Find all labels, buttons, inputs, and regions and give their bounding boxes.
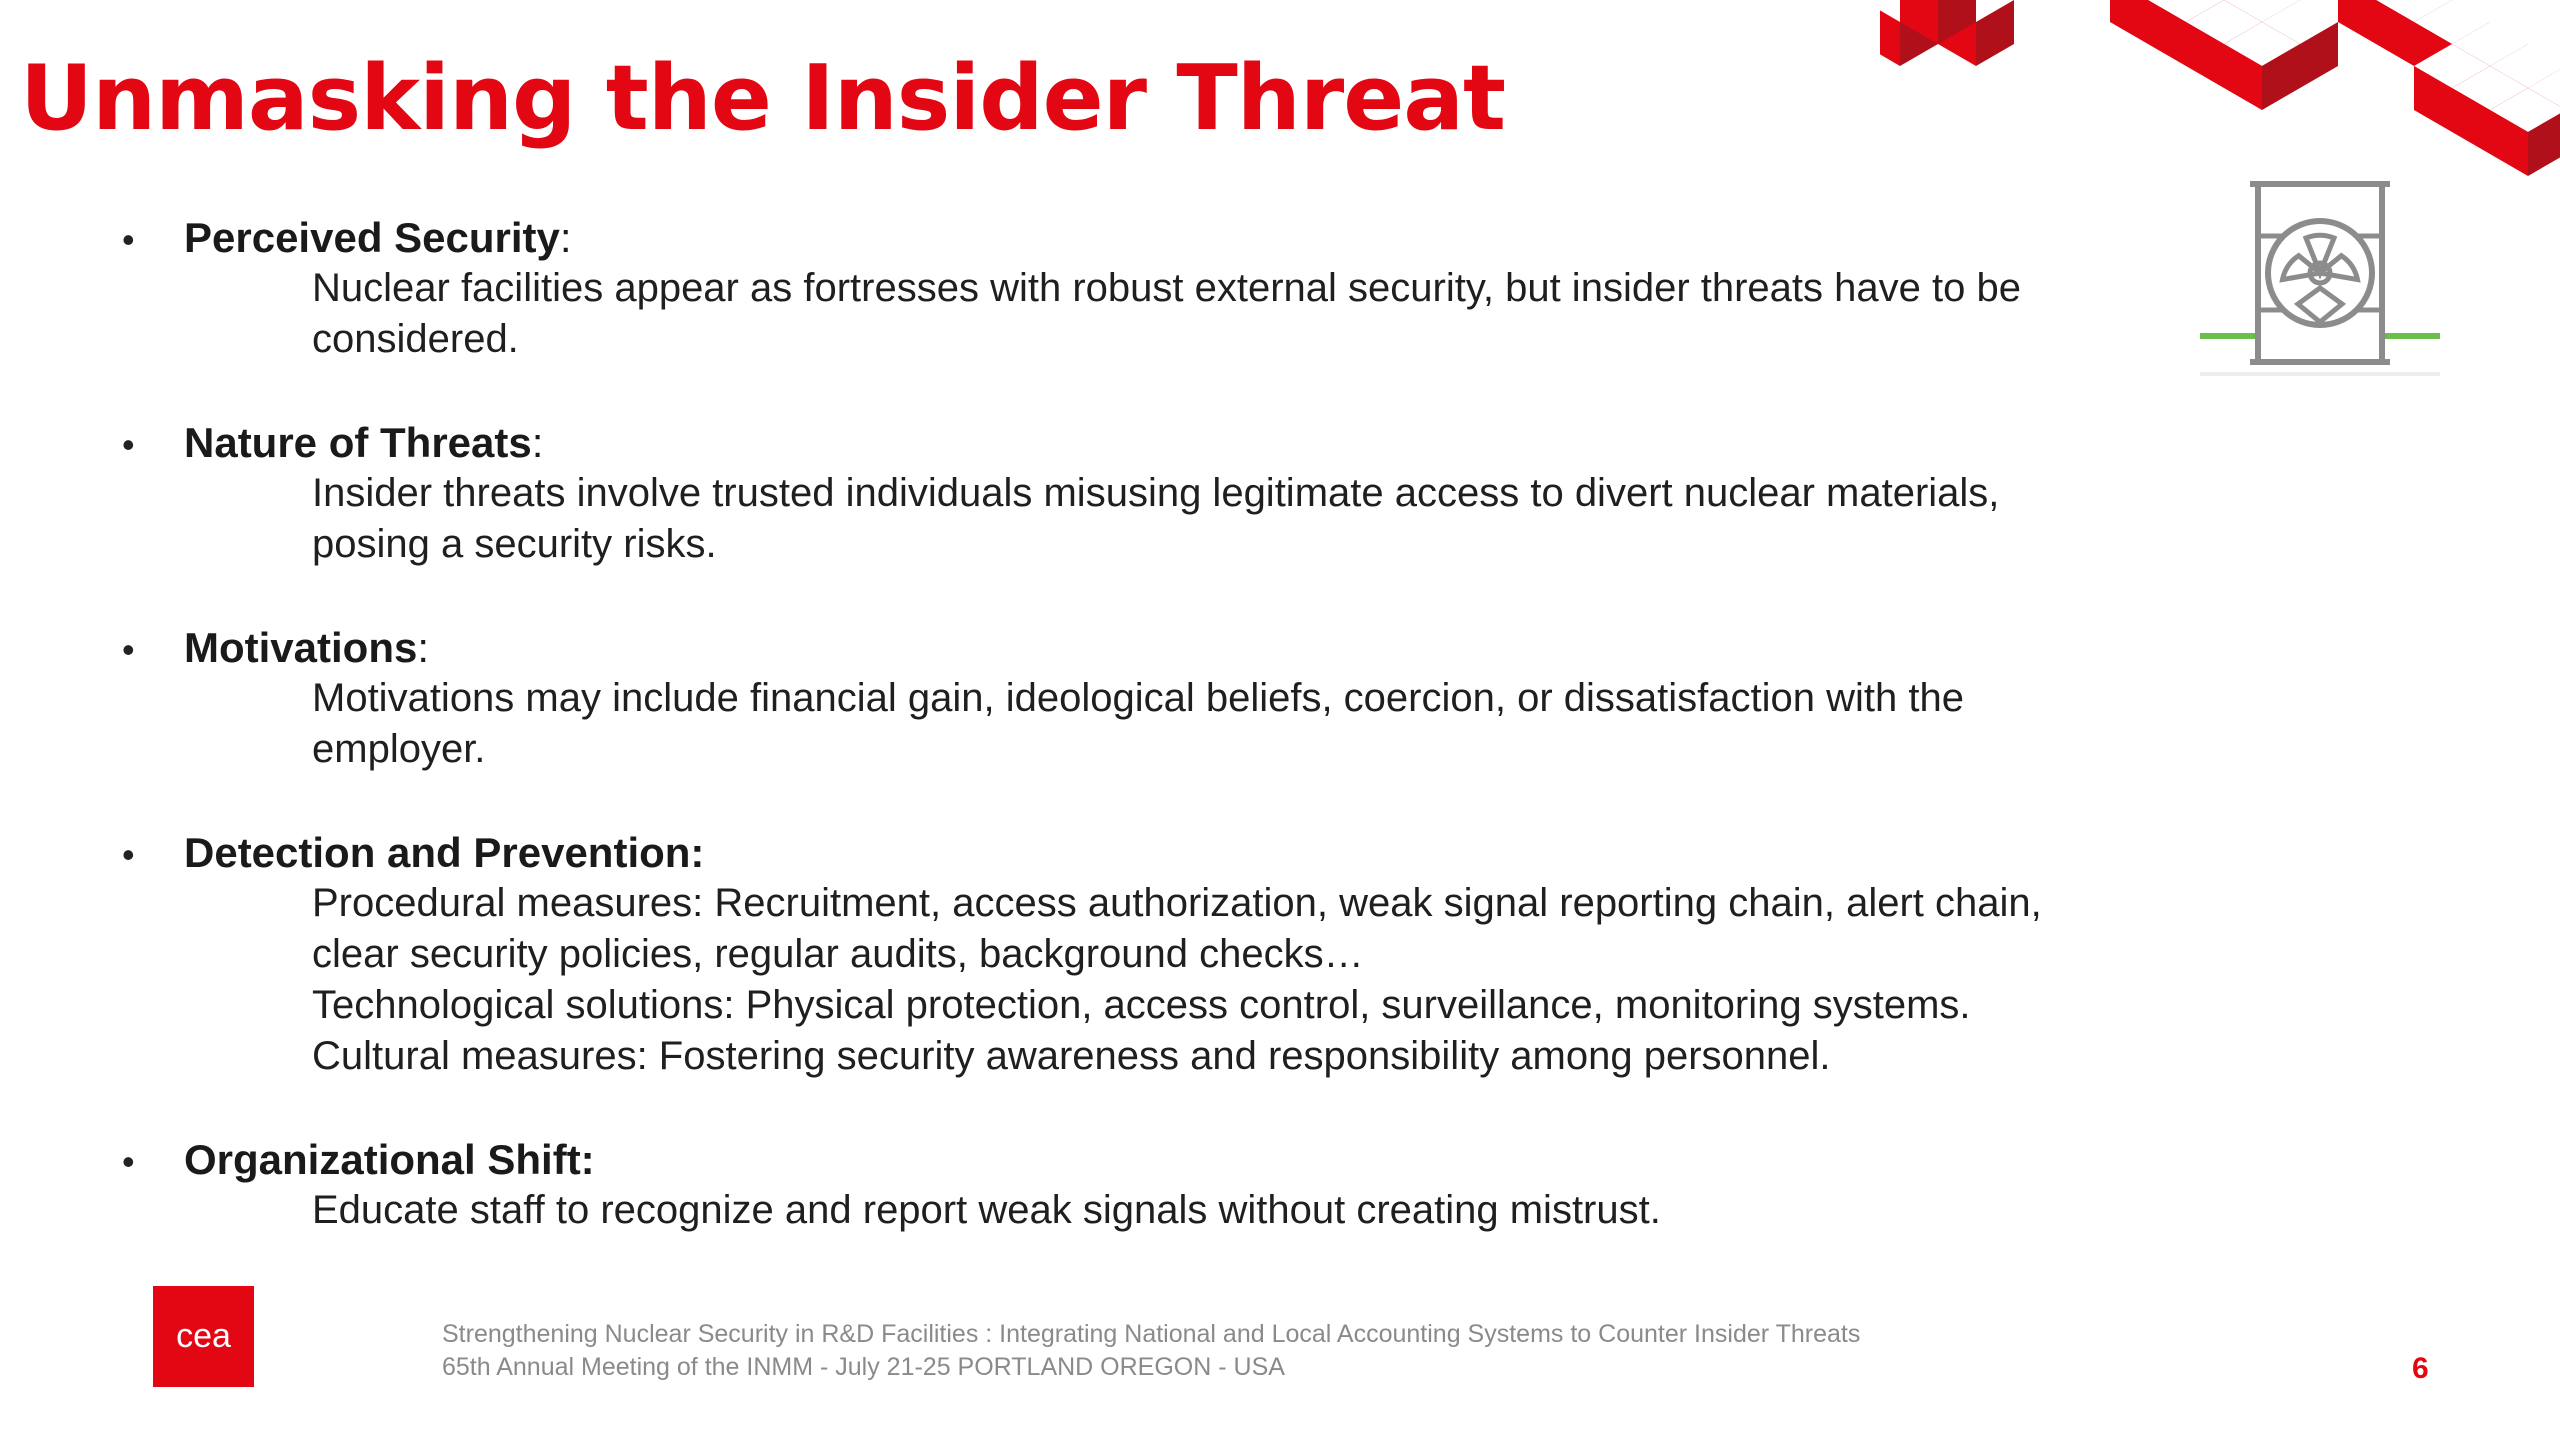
bullet-description [312,878,2062,1082]
bullet-list [122,212,2062,1236]
bullet-heading: • Motivations: [184,624,430,671]
bullet-heading: • Organizational Shift: [184,1136,595,1183]
cube-pattern-decoration [1880,0,2560,200]
bullet-item-detection-and-prevention [122,827,2062,1082]
bullet-description: Nuclear facilities appear as fortresses with robust external security, but insider threats have to be considered. [312,266,2021,361]
cultural-measures-line: Cultural measures: Fostering security awareness and responsibility among personnel. [312,1034,1831,1078]
bullet-heading: • Perceived Security: [184,214,572,261]
slide-title: Unmasking the Insider Threat [20,46,1506,151]
svg-text:cea: cea [176,1317,231,1355]
bullet-item-motivations [122,622,2062,775]
bullet-heading: • Nature of Threats: [184,419,544,466]
bullet-item-perceived-security [122,212,2062,365]
radioactive-container-icon [2196,176,2444,376]
cea-logo [153,1286,254,1387]
technological-solutions-line: Technological solutions: Physical protection, access control, surveillance, monitoring systems. [312,983,1971,1027]
bullet-item-nature-of-threats [122,417,2062,570]
bullet-description: Insider threats involve trusted individuals misusing legitimate access to divert nuclear materials, posing a security risks. [312,471,2000,566]
footer-event: 65th Annual Meeting of the INMM - July 21-25 PORTLAND OREGON - USA [442,1353,1285,1381]
footer [442,1318,1860,1384]
bullet-description: Educate staff to recognize and report weak signals without creating mistrust. [312,1188,1661,1232]
bullet-description: Motivations may include financial gain, ideological beliefs, coercion, or dissatisfaction with the employer. [312,676,1964,771]
bullet-item-organizational-shift [122,1134,2062,1236]
bullet-heading: • Detection and Prevention: [184,829,705,876]
procedural-measures-line: Procedural measures: Recruitment, access authorization, weak signal reporting chain, alert chain, clear security policies, regular audits, background checks… [312,881,2042,976]
page-number: 6 [2412,1352,2429,1385]
footer-title: Strengthening Nuclear Security in R&D Facilities : Integrating National and Local Accounting Systems to Counter Insider Threats [442,1320,1861,1348]
